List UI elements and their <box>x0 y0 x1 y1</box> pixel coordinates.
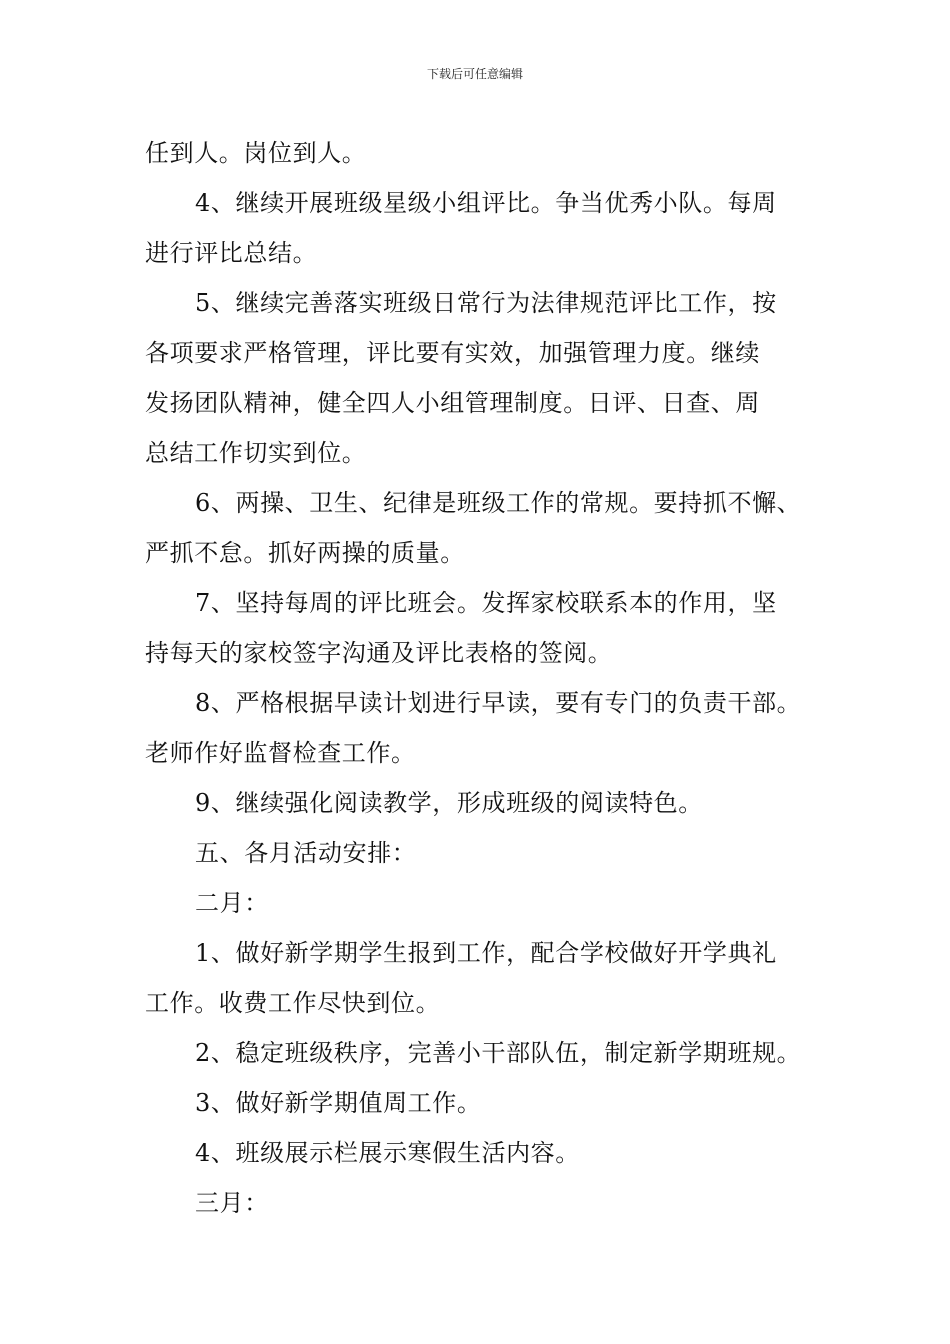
text-line: 7、坚持每周的评比班会。发挥家校联系本的作用，坚 <box>195 589 777 617</box>
text-line: 3、做好新学期值周工作。 <box>195 1089 482 1117</box>
text-line: 各项要求严格管理，评比要有实效，加强管理力度。继续 <box>145 339 760 367</box>
text-line: 发扬团队精神，健全四人小组管理制度。日评、日查、周 <box>145 389 760 417</box>
text-line: 任到人。岗位到人。 <box>145 139 367 167</box>
text-line: 1、做好新学期学生报到工作，配合学校做好开学典礼 <box>195 939 777 967</box>
text-line: 持每天的家校签字沟通及评比表格的签阅。 <box>145 639 613 667</box>
text-line: 进行评比总结。 <box>145 239 318 267</box>
section-heading: 五、各月活动安排： <box>195 839 417 867</box>
month-heading: 三月： <box>195 1189 269 1217</box>
text-line: 4、继续开展班级星级小组评比。争当优秀小队。每周 <box>195 189 777 217</box>
text-line: 4、班级展示栏展示寒假生活内容。 <box>195 1139 580 1167</box>
text-line: 8、严格根据早读计划进行早读，要有专门的负责干部。 <box>195 689 802 717</box>
text-line: 工作。收费工作尽快到位。 <box>145 989 441 1017</box>
text-line: 5、继续完善落实班级日常行为法律规范评比工作，按 <box>195 289 777 317</box>
text-line: 9、继续强化阅读教学，形成班级的阅读特色。 <box>195 789 703 817</box>
text-line: 严抓不怠。抓好两操的质量。 <box>145 539 465 567</box>
text-line: 6、两操、卫生、纪律是班级工作的常规。要持抓不懈、 <box>195 489 802 517</box>
text-line: 老师作好监督检查工作。 <box>145 739 416 767</box>
text-line: 总结工作切实到位。 <box>145 439 367 467</box>
page-header: 下载后可任意编辑 <box>426 67 523 81</box>
document-body <box>145 128 835 1228</box>
month-heading: 二月： <box>195 889 269 917</box>
text-line: 2、稳定班级秩序，完善小干部队伍，制定新学期班规。 <box>195 1039 802 1067</box>
